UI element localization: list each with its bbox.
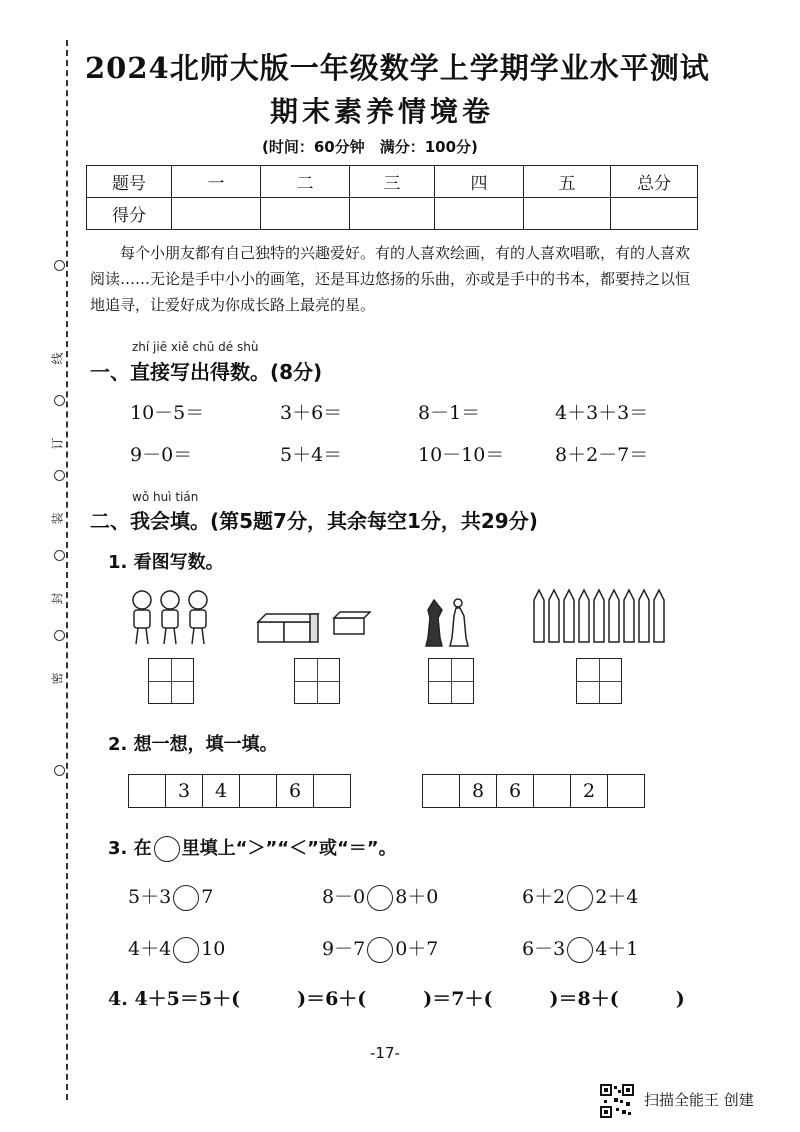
strip-cell: 6	[497, 775, 534, 808]
qr-code-icon	[600, 1084, 634, 1118]
compare-left: 5＋3	[128, 886, 172, 908]
problem: 5＋4＝	[280, 444, 343, 466]
strip-cell: 8	[460, 775, 497, 808]
strip-cell[interactable]	[423, 775, 460, 808]
score-cell: 三	[350, 166, 435, 198]
compare-circle[interactable]	[567, 937, 593, 963]
answer-grid-box[interactable]	[294, 658, 340, 704]
binding-hole	[54, 550, 65, 561]
binding-char: 密	[50, 672, 65, 685]
binding-hole	[54, 765, 65, 776]
compare-left: 8－0	[322, 886, 366, 908]
score-blank[interactable]	[524, 198, 611, 230]
binding-hole	[54, 395, 65, 406]
strip-cell: 6	[277, 775, 314, 808]
score-table	[86, 165, 698, 230]
score-blank[interactable]	[172, 198, 261, 230]
strip-cell: 3	[166, 775, 203, 808]
q1-label: 1. 看图写数。	[108, 552, 224, 573]
compare-right: 4＋1	[595, 938, 639, 960]
compare-left: 6＋2	[522, 886, 566, 908]
strip-cell: 4	[203, 775, 240, 808]
compare-circle[interactable]	[367, 885, 393, 911]
binding-char: 线	[50, 352, 65, 365]
compare-right: 0＋7	[395, 938, 439, 960]
score-value-row	[87, 198, 698, 230]
problem: 4＋3＋3＝	[555, 402, 649, 424]
section2-title: 二、我会填。(第5题7分，其余每空1分，共29分)	[90, 509, 538, 533]
compare-right: 8＋0	[395, 886, 439, 908]
circle-icon	[154, 836, 180, 862]
strip-cell[interactable]	[129, 775, 166, 808]
score-cell: 四	[435, 166, 524, 198]
compare-item	[322, 882, 438, 911]
q3-suffix: 里填上“＞”“＜”或“＝”。	[181, 838, 397, 859]
score-cell: 五	[524, 166, 611, 198]
compare-item	[128, 882, 213, 911]
q3-prefix: 3. 在	[108, 838, 152, 859]
score-cell: 总分	[611, 166, 698, 198]
score-cell: 二	[261, 166, 350, 198]
exam-subtitle: 期末素养情境卷	[270, 95, 495, 128]
binding-hole	[54, 470, 65, 481]
answer-grid-box[interactable]	[148, 658, 194, 704]
strip-cell: 2	[571, 775, 608, 808]
exam-title: 2024北师大版一年级数学上学期学业水平测试	[85, 51, 710, 85]
section1-title: 一、直接写出得数。(8分)	[90, 360, 323, 384]
exam-meta: (时间：60分钟 满分：100分)	[262, 138, 478, 156]
score-blank[interactable]	[435, 198, 524, 230]
binding-margin	[48, 40, 72, 1100]
binding-hole	[54, 260, 65, 271]
number-strip-1	[128, 774, 351, 808]
binding-hole	[54, 630, 65, 641]
compare-left: 9－7	[322, 938, 366, 960]
cut-line	[66, 40, 68, 1100]
binding-char: 装	[50, 512, 65, 525]
compare-circle[interactable]	[173, 937, 199, 963]
strip-cell[interactable]	[534, 775, 571, 808]
score-cell: 题号	[87, 166, 172, 198]
intro-paragraph: 每个小朋友都有自己独特的兴趣爱好。有的人喜欢绘画，有的人喜欢唱歌，有的人喜欢阅读……无论是手中小小的画笔，还是耳边悠扬的乐曲，亦或是手中的书本，都要持之以恒地追寻，让爱好成为你成长路上最亮的星。	[90, 244, 691, 314]
q4-line: 4. 4＋5＝5＋( )＝6＋( )＝7＋( )＝8＋( )	[108, 988, 685, 1010]
page-number: -17-	[370, 1044, 400, 1062]
problem: 10－5＝	[130, 402, 205, 424]
chess-picture	[420, 594, 474, 648]
compare-item	[522, 882, 638, 911]
problem: 10－10＝	[418, 444, 505, 466]
binding-char: 订	[50, 437, 65, 450]
number-strip-2	[422, 774, 645, 808]
problem: 8－1＝	[418, 402, 481, 424]
strip-cell[interactable]	[608, 775, 645, 808]
compare-left: 4＋4	[128, 938, 172, 960]
problem: 3＋6＝	[280, 402, 343, 424]
score-blank[interactable]	[611, 198, 698, 230]
section1-pinyin: zhí jiē xiě chū dé shù	[132, 340, 259, 354]
compare-circle[interactable]	[367, 937, 393, 963]
section2-pinyin: wǒ huì tián	[132, 490, 199, 504]
scanner-watermark: 扫描全能王 创建	[644, 1091, 754, 1109]
compare-item	[522, 934, 638, 963]
q3-label	[108, 834, 397, 862]
compare-circle[interactable]	[173, 885, 199, 911]
answer-grid-box[interactable]	[428, 658, 474, 704]
compare-right: 7	[201, 886, 214, 908]
strip-cell[interactable]	[314, 775, 351, 808]
problem: 9－0＝	[130, 444, 193, 466]
strip-cell[interactable]	[240, 775, 277, 808]
score-header-row	[87, 166, 698, 198]
score-label: 得分	[87, 198, 172, 230]
compare-item	[322, 934, 438, 963]
compare-right: 2＋4	[595, 886, 639, 908]
q2-label: 2. 想一想，填一填。	[108, 734, 278, 755]
score-blank[interactable]	[261, 198, 350, 230]
compare-left: 6－3	[522, 938, 566, 960]
score-blank[interactable]	[350, 198, 435, 230]
crayons-picture	[530, 586, 670, 646]
binding-char: 封	[50, 592, 65, 605]
compare-circle[interactable]	[567, 885, 593, 911]
score-cell: 一	[172, 166, 261, 198]
children-picture	[128, 588, 214, 648]
compare-right: 10	[201, 938, 226, 960]
erasers-picture	[256, 606, 376, 646]
answer-grid-box[interactable]	[576, 658, 622, 704]
problem: 8＋2－7＝	[555, 444, 649, 466]
compare-item	[128, 934, 225, 963]
